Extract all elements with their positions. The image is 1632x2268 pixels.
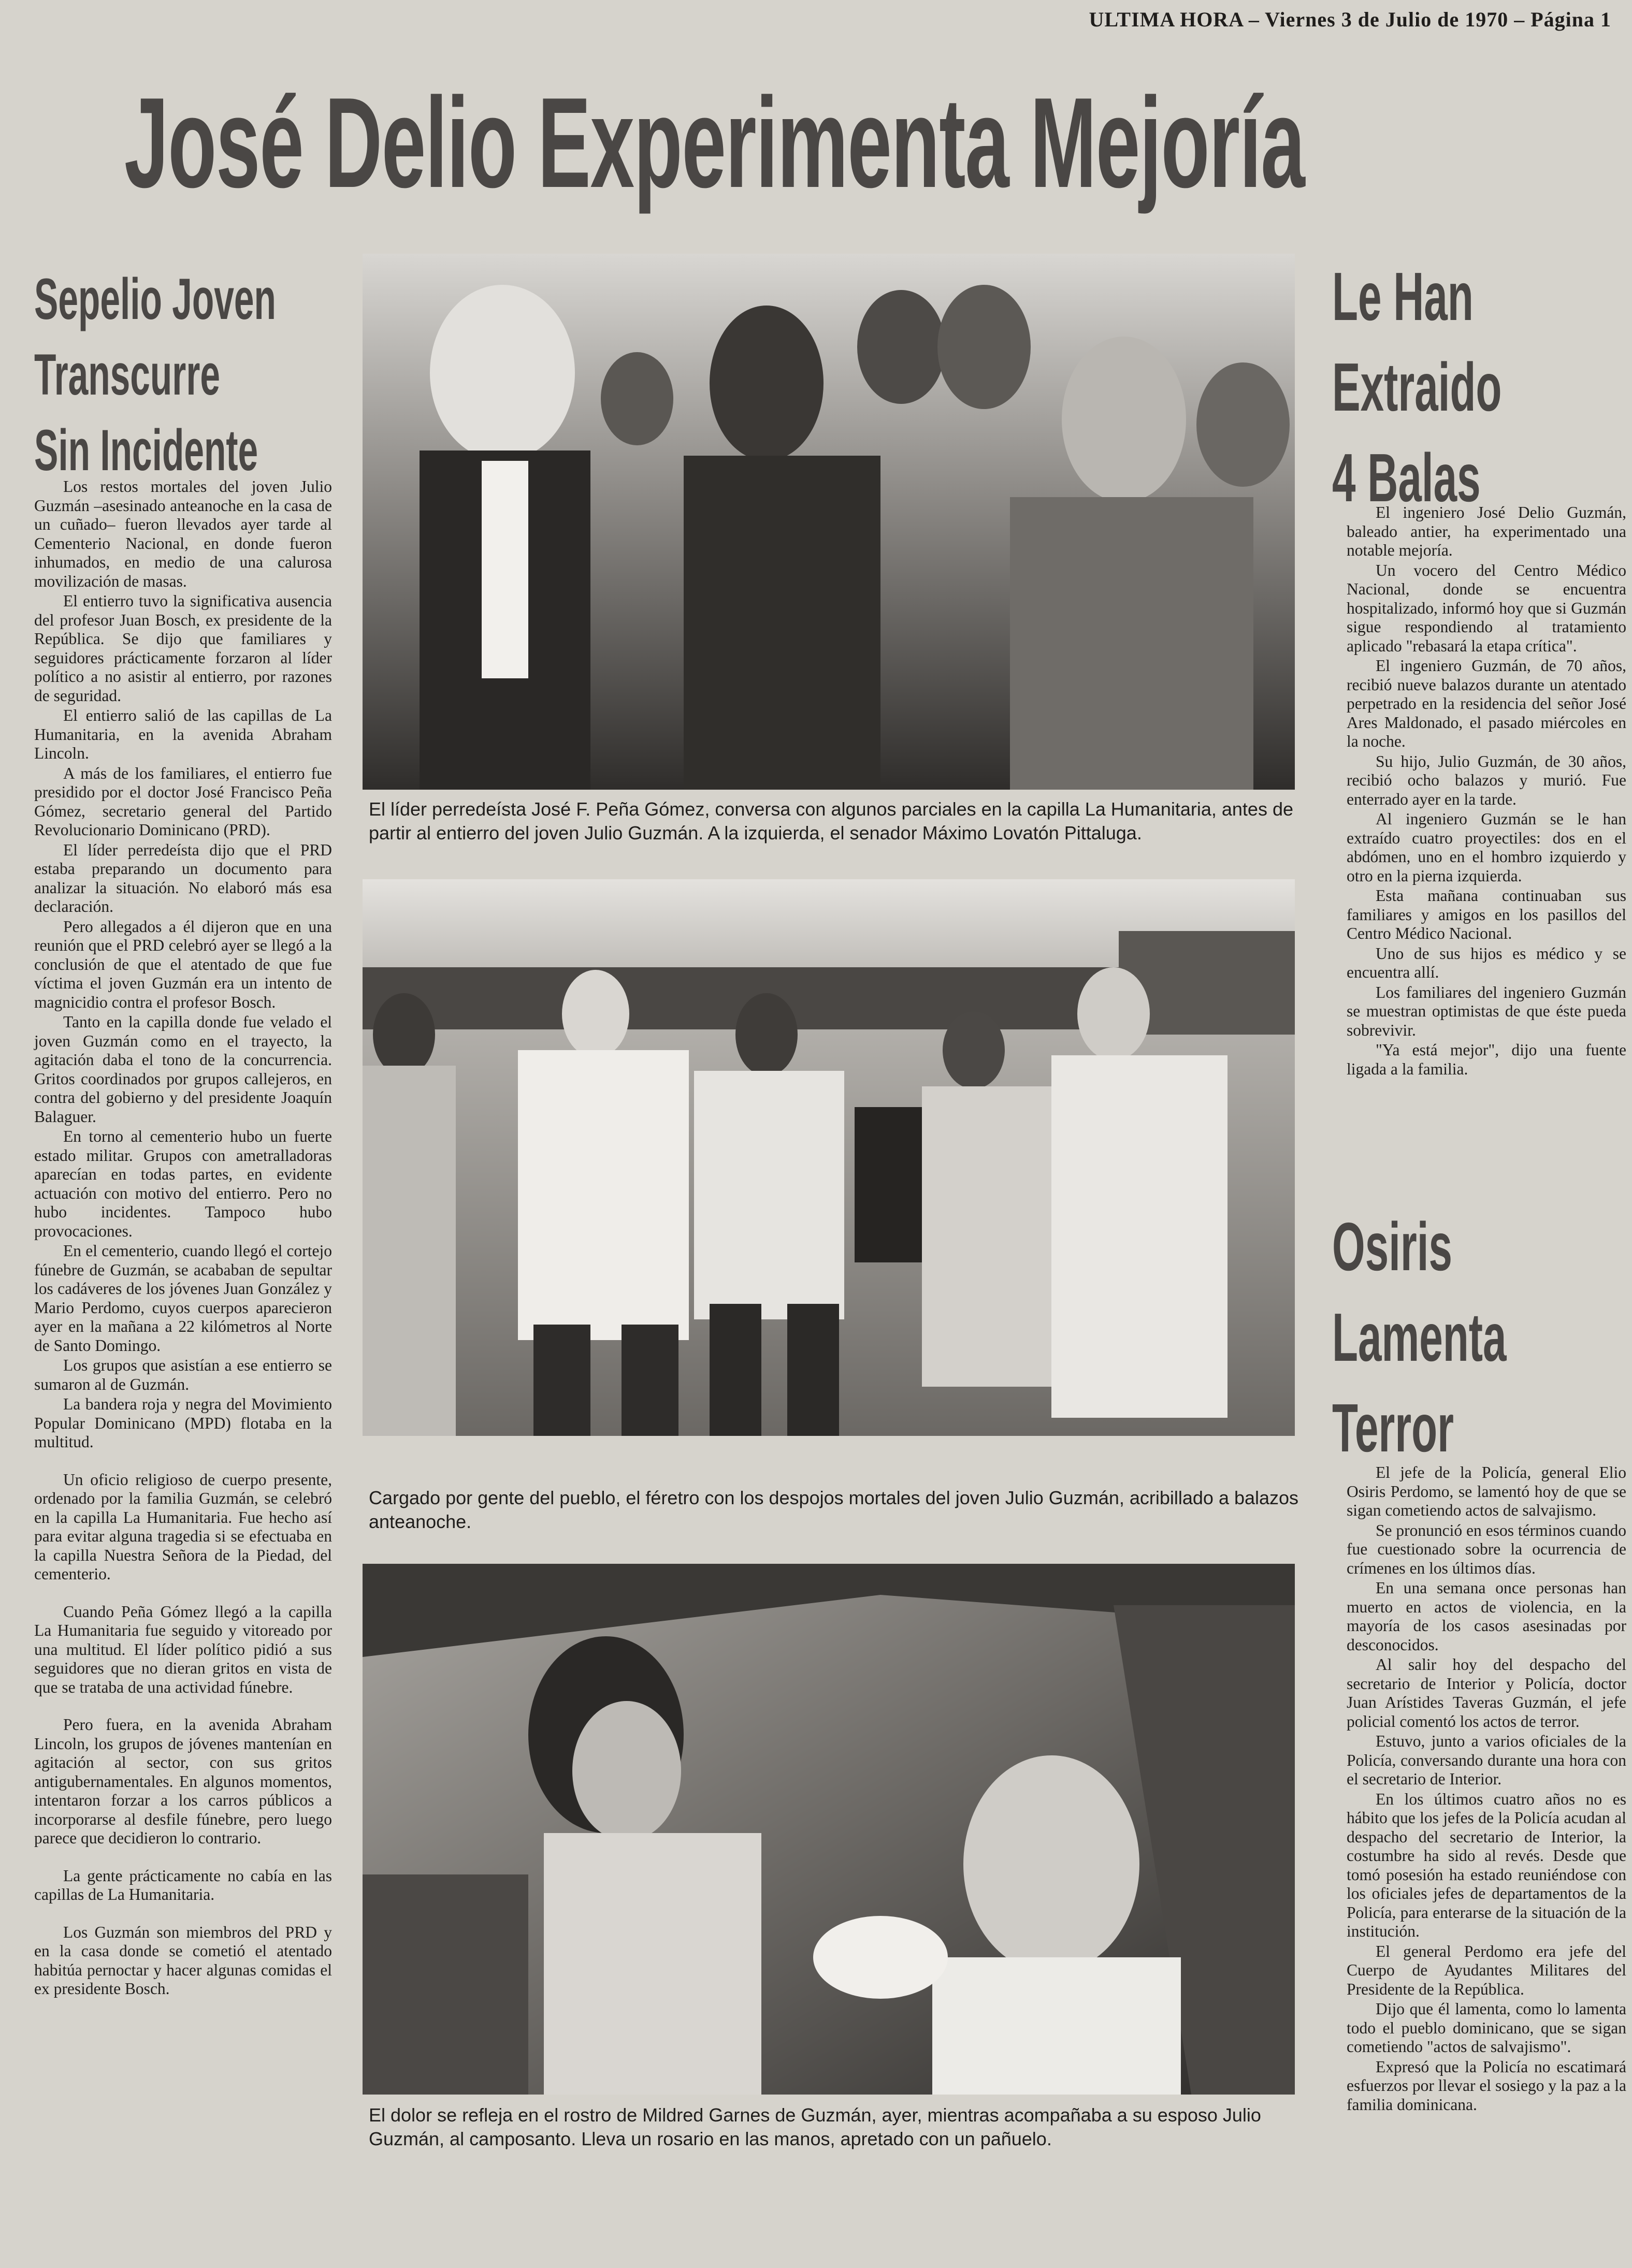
paragraph: En torno al cementerio hubo un fuerte estado militar. Grupos con ametralladoras aparecían en todas partes, en evidente actuación con motivo del entierro. Pero no hubo incidentes. Tampoco hubo provocaciones. bbox=[34, 1127, 332, 1240]
photo-caption: Cargado por gente del pueblo, el féretro con los despojos mortales del joven Julio Guzmán, acribillado a balazos anteanoche. bbox=[369, 1487, 1299, 1532]
photo-image bbox=[363, 254, 1295, 790]
paragraph: Los grupos que asistían a ese entierro se sumaron al de Guzmán. bbox=[34, 1356, 332, 1393]
right-article-body bbox=[1347, 503, 1626, 1080]
headline-line: Le Han bbox=[1332, 258, 1474, 335]
headline-line: Transcurre bbox=[34, 342, 220, 407]
right-article-headline bbox=[1332, 251, 1501, 523]
paragraph: El ingeniero José Delio Guzmán, baleado antier, ha experimentado una notable mejoría. bbox=[1347, 503, 1626, 559]
paragraph: En una semana once personas han muerto en actos de violencia, en la mayoría de los casos asesinadas por desconocidos. bbox=[1347, 1579, 1626, 1654]
headline-line: Lamenta bbox=[1332, 1299, 1507, 1375]
paragraph: El líder perredeísta dijo que el PRD estaba preparando un documento para analizar la situación. No elaboró más esa declaración. bbox=[34, 840, 332, 915]
paragraph: Se pronunció en esos términos cuando fue cuestionado sobre la ocurrencia de crímenes en los últimos días. bbox=[1347, 1521, 1626, 1577]
photo-caption: El líder perredeísta José F. Peña Gómez, conversa con algunos parciales en la capilla La Humanitaria, antes de partir al entierro del joven Julio Guzmán. A la izquierda, el senador Máximo Lovatón Pittaluga. bbox=[369, 798, 1293, 844]
headline-line: Terror bbox=[1332, 1390, 1454, 1466]
paragraph: Cuando Peña Gómez llegó a la capilla La Humanitaria fue seguido y vitoreado por una multitud. El líder político pidió a sus seguidores que no dieran gritos en vista de que se trataba de una actividad fúnebre. bbox=[34, 1602, 332, 1696]
osiris-article-body bbox=[1347, 1463, 1626, 2115]
paragraph: En los últimos cuatro años no es hábito que los jefes de la Policía acudan al despacho del secretario de Interior, la costumbre ha sido al revés. Desde que tomó posesión ha estado reuniéndose con los oficiales jefes de departamentos de la Policía, para enterarse de la situación de la institución. bbox=[1347, 1790, 1626, 1940]
photo-caption: El dolor se refleja en el rostro de Mildred Garnes de Guzmán, ayer, mientras acompañaba a su esposo Julio Guzmán, al camposanto. Lleva un rosario en las manos, apretado con un pañuelo. bbox=[369, 2104, 1261, 2149]
paragraph: Pero allegados a él dijeron que en una reunión que el PRD celebró ayer se llegó a la conclusión de que el atentado de que fue víctima el joven Guzmán era un intento de magnicidio contra el profesor Bosch. bbox=[34, 917, 332, 1011]
paragraph: Un oficio religioso de cuerpo presente, ordenado por la familia Guzmán, se celebró en la capilla La Humanitaria. Fue hecho así para evitar alguna tragedia si se efectuaba en la capilla Nuestra Señora de la Piedad, del cementerio. bbox=[34, 1470, 332, 1583]
paragraph: Expresó que la Policía no escatimará esfuerzos por llevar el sosiego y la paz a la familia dominicana. bbox=[1347, 2057, 1626, 2114]
headline-line: Osiris bbox=[1332, 1209, 1453, 1285]
paragraph: Esta mañana continuaban sus familiares y amigos en los pasillos del Centro Médico Nacional. bbox=[1347, 886, 1626, 942]
headline-line: Sin Incidente bbox=[34, 418, 258, 483]
paragraph: Los restos mortales del joven Julio Guzmán –asesinado anteanoche en la casa de un cuñado– fueron llevados ayer tarde al Cementerio Nacional, en donde fueron inhumados, en medio de una calurosa movilización de masas. bbox=[34, 477, 332, 590]
paragraph: Su hijo, Julio Guzmán, de 30 años, recibió ocho balazos y murió. Fue enterrado ayer en la tarde. bbox=[1347, 752, 1626, 808]
paragraph: Un vocero del Centro Médico Nacional, donde se encuentra hospitalizado, informó hoy que si Guzmán sigue respondiendo al tratamiento aplicado "rebasará la etapa crítica". bbox=[1347, 561, 1626, 655]
headline-line: 4 Balas bbox=[1332, 440, 1481, 516]
paragraph: A más de los familiares, el entierro fue presidido por el doctor José Francisco Peña Gómez, secretario general del Partido Revolucionario Dominicano (PRD). bbox=[34, 764, 332, 839]
paragraph: Estuvo, junto a varios oficiales de la Policía, conversando durante una hora con el secretario de Interior. bbox=[1347, 1732, 1626, 1788]
dateline: ULTIMA HORA – Viernes 3 de Julio de 1970 – Página 1 bbox=[1089, 8, 1611, 31]
photo-funeral-procession bbox=[363, 879, 1295, 1436]
paragraph: Dijo que él lamenta, como lo lamenta todo el pueblo dominicano, que se sigan cometiendo "actos de salvajismo". bbox=[1347, 2000, 1626, 2056]
paragraph: El ingeniero Guzmán, de 70 años, recibió nueve balazos durante un atentado perpetrado en la residencia del señor José Ares Maldonado, el pasado miércoles en la noche. bbox=[1347, 657, 1626, 750]
headline-line: Extraido bbox=[1332, 349, 1502, 425]
left-article-headline bbox=[34, 261, 276, 488]
paragraph: "Ya está mejor", dijo una fuente ligada a la familia. bbox=[1347, 1041, 1626, 1078]
paragraph: Al salir hoy del despacho del secretario de Interior y Policía, doctor Juan Arístides Taveras Guzmán, el jefe policial comentó los actos de terror. bbox=[1347, 1655, 1626, 1731]
photo-image bbox=[363, 1564, 1295, 2095]
paragraph: Los familiares del ingeniero Guzmán se muestran optimistas de que éste pueda sobrevivir. bbox=[1347, 983, 1626, 1039]
main-headline: José Delio Experimenta Mejoría bbox=[124, 70, 1305, 214]
left-article-body bbox=[34, 477, 332, 2000]
paragraph: El general Perdomo era jefe del Cuerpo de Ayudantes Militares del Presidente de la República. bbox=[1347, 1942, 1626, 1998]
photo-widow-in-car bbox=[363, 1564, 1295, 2095]
photo-pena-gomez-chapel bbox=[363, 254, 1295, 790]
osiris-article-headline bbox=[1332, 1201, 1507, 1473]
photo-image bbox=[363, 879, 1295, 1436]
paragraph: El entierro tuvo la significativa ausencia del profesor Juan Bosch, ex presidente de la República. Se dijo que familiares y seguidores prácticamente forzaron al líder político a no asistir al entierro, por razones de seguridad. bbox=[34, 592, 332, 705]
paragraph: Tanto en la capilla donde fue velado el joven Guzmán como en el trayecto, la agitación daba el tono de la concurrencia. Gritos coordinados por grupos callejeros, en contra del gobierno y del presidente Joaquín Balaguer. bbox=[34, 1013, 332, 1126]
paragraph: Al ingeniero Guzmán se le han extraído cuatro proyectiles: dos en el abdómen, uno en el hombro izquierdo y otro en la pierna izquierda. bbox=[1347, 810, 1626, 885]
paragraph: Pero fuera, en la avenida Abraham Lincoln, los grupos de jóvenes mantenían en agitación al sector, con sus gritos antigubernamentales. En algunos momentos, intentaron forzar a los carros públicos a incorporarse al desfile fúnebre, pero luego parece que decidieron lo contrario. bbox=[34, 1715, 332, 1847]
paragraph: Uno de sus hijos es médico y se encuentra allí. bbox=[1347, 944, 1626, 981]
paragraph: En el cementerio, cuando llegó el cortejo fúnebre de Guzmán, se acababan de sepultar los cadáveres de los jóvenes Juan González y Mario Perdomo, cuyos cuerpos aparecieron ayer en la mañana a 22 kilómetros al Norte de Santo Domingo. bbox=[34, 1242, 332, 1355]
paragraph: La gente prácticamente no cabía en las capillas de La Humanitaria. bbox=[34, 1866, 332, 1903]
paragraph: La bandera roja y negra del Movimiento Popular Dominicano (MPD) flotaba en la multitud. bbox=[34, 1395, 332, 1451]
headline-line: Sepelio Joven bbox=[34, 267, 276, 331]
paragraph: El entierro salió de las capillas de La Humanitaria, en la avenida Abraham Lincoln. bbox=[34, 706, 332, 762]
paragraph: El jefe de la Policía, general Elio Osiris Perdomo, se lamentó hoy de que se sigan cometiendo actos de salvajismo. bbox=[1347, 1463, 1626, 1519]
paragraph: Los Guzmán son miembros del PRD y en la casa donde se cometió el atentado habitúa pernoctar y hacer algunas comidas el ex presidente Bosch. bbox=[34, 1923, 332, 1998]
